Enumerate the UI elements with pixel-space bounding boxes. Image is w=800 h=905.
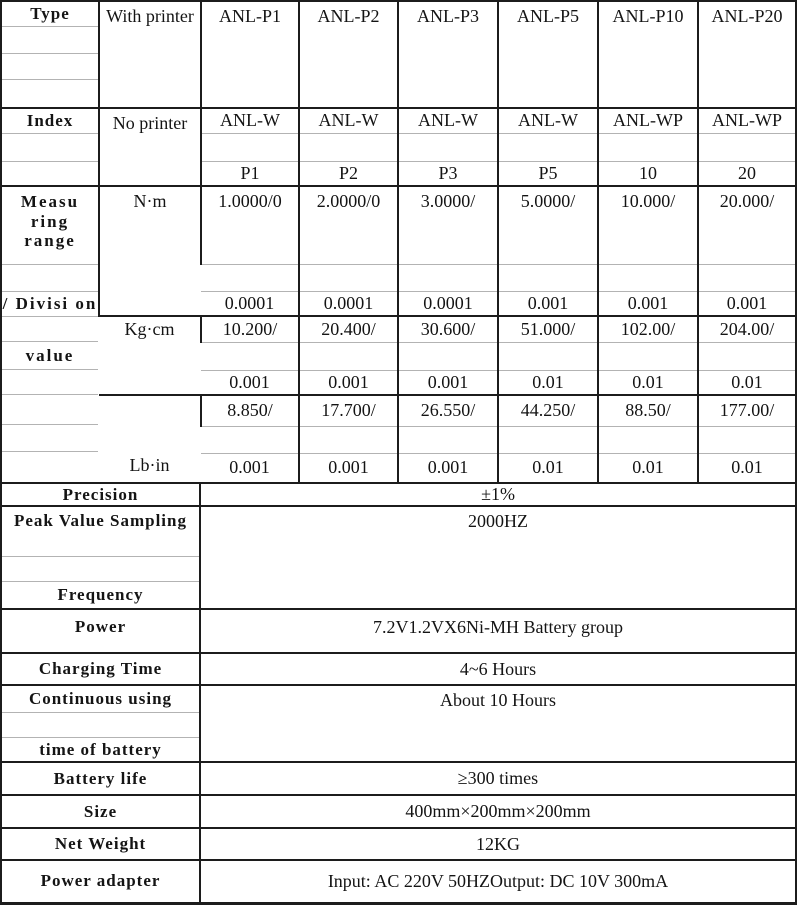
range-cell: 26.550/ xyxy=(398,395,498,426)
division-cell: 0.001 xyxy=(398,370,498,395)
with-printer-label: With printer xyxy=(99,1,201,108)
spec-label xyxy=(1,685,200,762)
blank-cell xyxy=(498,426,598,453)
range-cell: 102.00/ xyxy=(598,316,698,342)
blank-cell xyxy=(2,395,98,425)
submodel-cell: P1 xyxy=(201,161,299,186)
table-row xyxy=(1,316,796,342)
blank-cell xyxy=(299,133,398,161)
unit-cell: Lb·in xyxy=(129,455,170,476)
blank-cell xyxy=(1,79,99,108)
division-cell: 0.01 xyxy=(498,453,598,483)
range-cell: 20.000/ xyxy=(698,186,796,264)
spec-label xyxy=(1,506,200,609)
range-cell: 30.600/ xyxy=(398,316,498,342)
blank-cell xyxy=(698,264,796,291)
range-cell: 1.0000/0 xyxy=(201,186,299,264)
blank-cell xyxy=(398,342,498,370)
no-printer-label: No printer xyxy=(99,108,201,186)
division-cell: 0.001 xyxy=(229,457,270,478)
spec-value: 7.2V1.2VX6Ni-MH Battery group xyxy=(200,609,796,653)
blank-cell xyxy=(2,370,98,395)
division-cell: 0.001 xyxy=(299,453,398,483)
model-cell: ANL-W xyxy=(498,108,598,133)
continuous-label-line2: time of battery xyxy=(39,739,162,759)
blank-cell xyxy=(398,426,498,453)
spec-table-bottom xyxy=(0,484,797,905)
blank-cell xyxy=(598,133,698,161)
range-cell: 51.000/ xyxy=(498,316,598,342)
division-cell: 0.001 xyxy=(598,291,698,316)
model-cell: ANL-P10 xyxy=(598,1,698,108)
model-cell: ANL-P3 xyxy=(398,1,498,108)
table-row xyxy=(1,1,796,26)
table-row xyxy=(1,395,796,426)
spec-value: About 10 Hours xyxy=(200,685,796,762)
submodel-cell: P2 xyxy=(299,161,398,186)
blank-cell xyxy=(598,342,698,370)
table-row xyxy=(1,484,796,506)
blank-cell xyxy=(201,426,299,453)
range-cell: 10.200/ xyxy=(201,316,299,342)
spec-label: Size xyxy=(1,795,200,828)
sampling-label-line1: Peak Value Sampling xyxy=(2,507,199,557)
blank-cell xyxy=(1,133,99,161)
sampling-label-line2: Frequency xyxy=(57,585,144,605)
blank-cell xyxy=(2,557,199,582)
blank-cell xyxy=(201,133,299,161)
spec-label: Net Weight xyxy=(1,828,200,860)
blank-cell xyxy=(598,426,698,453)
range-cell: 5.0000/ xyxy=(498,186,598,264)
blank-cell xyxy=(698,426,796,453)
division-cell: 0.001 xyxy=(201,370,299,395)
blank-cell xyxy=(2,265,98,292)
spec-value: ≥300 times xyxy=(200,762,796,795)
measuring-label-line4: value xyxy=(2,342,98,370)
table-row xyxy=(1,506,796,609)
blank-cell xyxy=(2,713,199,738)
range-cell: 88.50/ xyxy=(598,395,698,426)
blank-cell xyxy=(299,264,398,291)
division-cell: 0.01 xyxy=(698,370,796,395)
model-cell: ANL-W xyxy=(201,108,299,133)
blank-cell xyxy=(1,26,99,53)
blank-cell xyxy=(398,264,498,291)
range-cell: 3.0000/ xyxy=(398,186,498,264)
spec-label: Battery life xyxy=(1,762,200,795)
division-cell: 0.01 xyxy=(498,370,598,395)
index-label: Index xyxy=(1,108,99,133)
model-cell: ANL-WP xyxy=(698,108,796,133)
measuring-label-top xyxy=(2,187,98,265)
continuous-label-stack xyxy=(2,686,199,761)
measuring-label-stack xyxy=(2,187,98,482)
model-cell: ANL-P20 xyxy=(698,1,796,108)
spec-value: 4~6 Hours xyxy=(200,653,796,685)
table-row xyxy=(1,186,796,264)
table-row xyxy=(1,795,796,828)
spec-value: ±1% xyxy=(200,484,796,506)
division-cell: 0.001 xyxy=(698,291,796,316)
submodel-cell: P5 xyxy=(498,161,598,186)
model-cell: ANL-P1 xyxy=(201,1,299,108)
continuous-label-line1: Continuous using xyxy=(2,686,199,713)
blank-cell xyxy=(299,342,398,370)
model-cell: ANL-W xyxy=(299,108,398,133)
model-cell: ANL-P2 xyxy=(299,1,398,108)
division-cell: 0.0001 xyxy=(398,291,498,316)
range-cell: 8.850/ xyxy=(201,395,299,426)
blank-cell xyxy=(2,452,98,482)
measuring-label-line3: / Divisi on xyxy=(2,292,98,317)
range-cell: 204.00/ xyxy=(698,316,796,342)
range-cell: 44.250/ xyxy=(498,395,598,426)
division-cell: 0.01 xyxy=(598,453,698,483)
measuring-label-line1: Measu xyxy=(20,192,80,211)
division-cell: 0.0001 xyxy=(201,291,299,316)
unit-cell: N·m xyxy=(99,186,201,316)
blank-cell xyxy=(201,342,299,370)
blank-cell xyxy=(1,53,99,79)
measuring-label-line2: ring range xyxy=(24,211,76,251)
division-cell: 0.01 xyxy=(698,453,796,483)
table-row xyxy=(1,653,796,685)
blank-cell xyxy=(2,317,98,342)
spec-label: Charging Time xyxy=(1,653,200,685)
blank-cell xyxy=(1,161,99,186)
blank-cell xyxy=(698,133,796,161)
spec-value: 400mm×200mm×200mm xyxy=(200,795,796,828)
table-row xyxy=(1,762,796,795)
submodel-cell: 20 xyxy=(698,161,796,186)
division-cell: 0.001 xyxy=(299,370,398,395)
division-cell: 0.0001 xyxy=(299,291,398,316)
spec-value: 2000HZ xyxy=(200,506,796,609)
blank-cell xyxy=(498,264,598,291)
submodel-cell: P3 xyxy=(398,161,498,186)
blank-cell xyxy=(498,342,598,370)
table-row xyxy=(1,685,796,762)
table-row xyxy=(1,860,796,903)
spec-label: Power adapter xyxy=(40,871,161,891)
submodel-cell: 10 xyxy=(598,161,698,186)
table-row xyxy=(1,609,796,653)
type-label: Type xyxy=(1,1,99,26)
blank-cell xyxy=(498,133,598,161)
blank-cell xyxy=(598,264,698,291)
range-cell: 2.0000/0 xyxy=(299,186,398,264)
table-row xyxy=(1,108,796,133)
blank-cell xyxy=(299,426,398,453)
range-cell: 10.000/ xyxy=(598,186,698,264)
model-cell: ANL-P5 xyxy=(498,1,598,108)
model-cell: ANL-W xyxy=(398,108,498,133)
spec-label: Power xyxy=(1,609,200,653)
range-cell: 177.00/ xyxy=(698,395,796,426)
spec-label: Precision xyxy=(1,484,200,506)
measuring-range-label-cell xyxy=(1,186,99,483)
blank-cell xyxy=(698,342,796,370)
table-row xyxy=(1,828,796,860)
spec-value: Input: AC 220V 50HZOutput: DC 10V 300mA xyxy=(200,860,796,903)
blank-cell xyxy=(201,264,299,291)
model-cell: ANL-WP xyxy=(598,108,698,133)
sampling-label-stack xyxy=(2,507,199,608)
blank-cell xyxy=(2,425,98,452)
division-cell: 0.001 xyxy=(498,291,598,316)
spec-value: 12KG xyxy=(200,828,796,860)
range-cell: 17.700/ xyxy=(299,395,398,426)
blank-cell xyxy=(398,133,498,161)
range-cell: 20.400/ xyxy=(299,316,398,342)
division-cell: 0.01 xyxy=(598,370,698,395)
division-cell: 0.001 xyxy=(398,453,498,483)
unit-cell: Kg·cm xyxy=(99,316,201,395)
